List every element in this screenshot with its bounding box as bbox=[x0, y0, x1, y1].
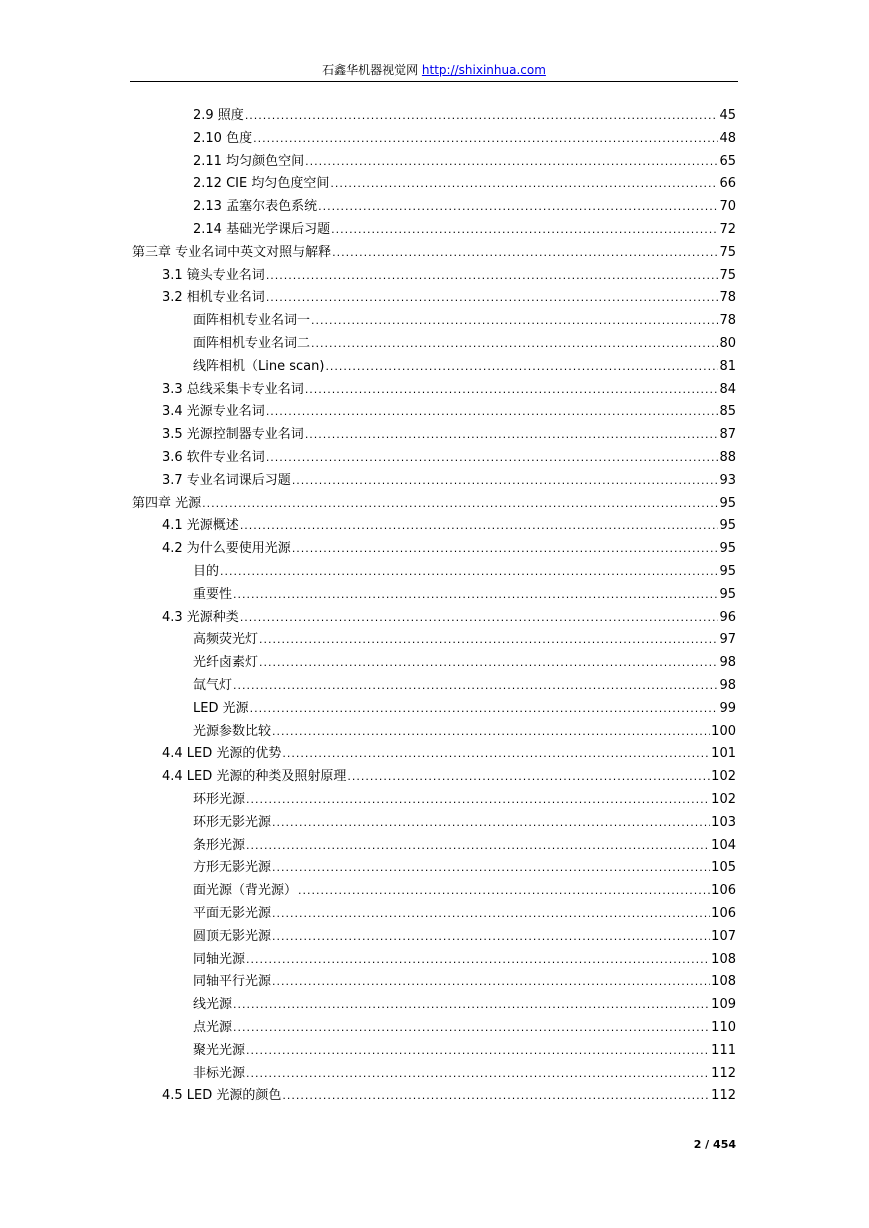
toc-dot-leader bbox=[330, 173, 718, 196]
toc-dot-leader bbox=[282, 1085, 710, 1108]
toc-row bbox=[0, 994, 869, 1017]
toc-row bbox=[0, 1017, 869, 1040]
toc-entry[interactable] bbox=[162, 470, 736, 493]
toc-entry-page: 112 bbox=[711, 1088, 736, 1104]
toc-row bbox=[0, 105, 869, 128]
toc-entry[interactable] bbox=[132, 242, 736, 265]
toc-entry-label: 第四章 光源 bbox=[132, 495, 202, 511]
toc-entry[interactable] bbox=[193, 835, 736, 858]
toc-entry-page: 95 bbox=[719, 564, 736, 579]
toc-entry[interactable] bbox=[193, 949, 736, 972]
toc-entry-label: 4.5 LED 光源的颜色 bbox=[162, 1088, 282, 1104]
toc-entry[interactable] bbox=[162, 401, 736, 424]
toc-row bbox=[0, 721, 869, 744]
toc-dot-leader bbox=[282, 743, 710, 766]
toc-entry[interactable] bbox=[193, 196, 736, 219]
toc-row bbox=[0, 561, 869, 584]
toc-entry-page: 108 bbox=[711, 974, 736, 990]
toc-row bbox=[0, 447, 869, 470]
toc-dot-leader bbox=[272, 721, 710, 744]
toc-entry-page: 88 bbox=[719, 450, 736, 465]
toc-row bbox=[0, 675, 869, 698]
header-divider bbox=[130, 81, 738, 82]
toc-dot-leader bbox=[272, 926, 710, 949]
toc-entry[interactable] bbox=[162, 379, 736, 402]
toc-dot-leader bbox=[292, 470, 719, 493]
toc-entry-page: 72 bbox=[719, 222, 736, 237]
toc-row bbox=[0, 219, 869, 242]
toc-dot-leader bbox=[245, 105, 719, 128]
toc-entry[interactable] bbox=[193, 926, 736, 949]
toc-entry-page: 102 bbox=[711, 769, 736, 785]
toc-entry[interactable] bbox=[193, 675, 736, 698]
toc-entry[interactable] bbox=[193, 652, 736, 675]
toc-entry-label: 线光源 bbox=[193, 997, 233, 1013]
toc-row bbox=[0, 401, 869, 424]
toc-row bbox=[0, 1085, 869, 1108]
toc-entry-label: 光源参数比较 bbox=[193, 723, 272, 739]
toc-dot-leader bbox=[311, 333, 718, 356]
toc-dot-leader bbox=[233, 1017, 710, 1040]
toc-dot-leader bbox=[292, 538, 719, 561]
toc-entry[interactable] bbox=[193, 105, 736, 128]
toc-entry-page: 103 bbox=[711, 814, 736, 830]
toc-dot-leader bbox=[272, 857, 710, 880]
toc-entry-page: 85 bbox=[719, 404, 736, 420]
toc-entry[interactable] bbox=[193, 789, 736, 812]
toc-entry-page: 96 bbox=[719, 609, 736, 625]
toc-row bbox=[0, 333, 869, 356]
toc-dot-leader bbox=[246, 1040, 710, 1063]
toc-entry[interactable] bbox=[193, 857, 736, 880]
toc-entry-page: 95 bbox=[719, 495, 736, 511]
toc-entry-label: 2.9 照度 bbox=[193, 108, 244, 123]
toc-entry[interactable] bbox=[132, 493, 736, 516]
toc-entry[interactable] bbox=[193, 1063, 736, 1086]
toc-dot-leader bbox=[240, 607, 719, 630]
toc-dot-leader bbox=[305, 424, 719, 447]
toc-entry-page: 75 bbox=[719, 267, 736, 283]
toc-dot-leader bbox=[250, 698, 719, 721]
toc-dot-leader bbox=[240, 515, 719, 538]
toc-row bbox=[0, 287, 869, 310]
toc-row bbox=[0, 789, 869, 812]
toc-entry-page: 97 bbox=[719, 632, 736, 648]
toc-entry-label: 平面无影光源 bbox=[193, 906, 272, 921]
toc-row bbox=[0, 926, 869, 949]
toc-entry[interactable] bbox=[162, 743, 736, 766]
toc-entry-page: 99 bbox=[719, 700, 736, 716]
toc-entry[interactable] bbox=[162, 1085, 736, 1108]
toc-dot-leader bbox=[259, 629, 718, 652]
toc-entry[interactable] bbox=[193, 173, 736, 196]
toc-entry[interactable] bbox=[162, 766, 736, 789]
toc-entry-page: 80 bbox=[719, 336, 736, 351]
toc-row bbox=[0, 538, 869, 561]
toc-dot-leader bbox=[259, 652, 718, 675]
toc-dot-leader bbox=[233, 994, 710, 1017]
toc-entry-label: 3.3 总线采集卡专业名词 bbox=[162, 381, 304, 397]
toc-row bbox=[0, 880, 869, 903]
toc-dot-leader bbox=[332, 242, 718, 265]
toc-row bbox=[0, 470, 869, 493]
toc-entry-label: 3.5 光源控制器专业名词 bbox=[162, 427, 304, 443]
toc-dot-leader bbox=[246, 1063, 710, 1086]
toc-row bbox=[0, 652, 869, 675]
toc-entry-page: 106 bbox=[711, 906, 736, 921]
toc-dot-leader bbox=[266, 401, 719, 424]
toc-entry-label: 面阵相机专业名词一 bbox=[193, 313, 311, 329]
toc-entry[interactable] bbox=[162, 424, 736, 447]
toc-entry-label: 3.6 软件专业名词 bbox=[162, 450, 265, 465]
toc-entry-label: 同轴光源 bbox=[193, 951, 246, 967]
toc-entry[interactable] bbox=[193, 1040, 736, 1063]
toc-entry[interactable] bbox=[193, 812, 736, 835]
toc-row bbox=[0, 424, 869, 447]
toc-entry-label: 4.2 为什么要使用光源 bbox=[162, 541, 291, 557]
toc-row bbox=[0, 242, 869, 265]
toc-entry-page: 66 bbox=[719, 176, 736, 192]
toc-entry-label: 氙气灯 bbox=[193, 678, 233, 693]
toc-entry-page: 78 bbox=[719, 313, 736, 329]
toc-entry-label: 4.1 光源概述 bbox=[162, 518, 239, 534]
toc-entry-label: 4.3 光源种类 bbox=[162, 609, 239, 625]
toc-entry-page: 87 bbox=[719, 427, 736, 443]
toc-row bbox=[0, 493, 869, 516]
toc-entry-page: 95 bbox=[719, 586, 736, 602]
toc-entry-label: 4.4 LED 光源的种类及照射原理 bbox=[162, 769, 347, 785]
toc-entry-page: 98 bbox=[719, 655, 736, 671]
toc-row bbox=[0, 835, 869, 858]
toc-dot-leader bbox=[266, 265, 719, 288]
toc-entry-label: 3.4 光源专业名词 bbox=[162, 404, 265, 420]
toc-dot-leader bbox=[246, 949, 710, 972]
toc-entry-label: 面阵相机专业名词二 bbox=[193, 336, 311, 351]
toc-entry-page: 108 bbox=[711, 951, 736, 967]
toc-entry-label: 聚光光源 bbox=[193, 1042, 246, 1058]
toc-entry-label: LED 光源 bbox=[193, 700, 249, 716]
toc-entry[interactable] bbox=[193, 903, 736, 926]
toc-row bbox=[0, 629, 869, 652]
toc-entry-page: 104 bbox=[711, 837, 736, 853]
toc-entry-label: 2.12 CIE 均匀色度空间 bbox=[193, 176, 330, 192]
toc-row bbox=[0, 857, 869, 880]
toc-dot-leader bbox=[246, 835, 710, 858]
toc-dot-leader bbox=[272, 812, 710, 835]
toc-entry-label: 2.11 均匀颜色空间 bbox=[193, 153, 305, 169]
toc-row bbox=[0, 766, 869, 789]
toc-dot-leader bbox=[272, 903, 710, 926]
toc-row bbox=[0, 607, 869, 630]
toc-entry-page: 110 bbox=[711, 1020, 736, 1035]
toc-entry-page: 75 bbox=[719, 244, 736, 260]
toc-entry-label: 线阵相机（Line scan) bbox=[193, 358, 325, 374]
toc-row bbox=[0, 196, 869, 219]
toc-entry-label: 圆顶无影光源 bbox=[193, 928, 272, 944]
header-title: 石鑫华机器视觉网 bbox=[322, 63, 419, 77]
toc-dot-leader bbox=[266, 287, 719, 310]
toc-dot-leader bbox=[202, 493, 718, 516]
toc-entry-page: 95 bbox=[719, 518, 736, 534]
toc-entry-label: 环形无影光源 bbox=[193, 814, 272, 830]
toc-entry[interactable] bbox=[193, 310, 736, 333]
toc-entry-page: 105 bbox=[711, 860, 736, 876]
toc-dot-leader bbox=[311, 310, 718, 333]
toc-entry[interactable] bbox=[193, 698, 736, 721]
toc-row bbox=[0, 1063, 869, 1086]
toc-row bbox=[0, 743, 869, 766]
toc-row bbox=[0, 812, 869, 835]
toc-dot-leader bbox=[220, 561, 718, 584]
toc-entry-page: 102 bbox=[711, 792, 736, 807]
toc-entry-page: 100 bbox=[711, 723, 736, 739]
toc-entry-label: 目的 bbox=[193, 564, 220, 579]
toc-row bbox=[0, 515, 869, 538]
toc-row bbox=[0, 903, 869, 926]
toc-entry-page: 98 bbox=[719, 678, 736, 693]
header-link[interactable]: http://shixinhua.com bbox=[421, 63, 546, 77]
toc-entry-label: 3.2 相机专业名词 bbox=[162, 290, 265, 306]
toc-entry[interactable] bbox=[193, 356, 736, 379]
toc-entry[interactable] bbox=[193, 994, 736, 1017]
toc-dot-leader bbox=[246, 789, 710, 812]
page-number: 2 / 454 bbox=[693, 1138, 736, 1151]
toc-entry-page: 112 bbox=[711, 1065, 736, 1081]
toc-entry[interactable] bbox=[193, 333, 736, 356]
toc-dot-leader bbox=[325, 356, 718, 379]
toc-entry[interactable] bbox=[162, 287, 736, 310]
toc-entry-label: 同轴平行光源 bbox=[193, 974, 272, 990]
toc-entry-page: 93 bbox=[719, 472, 736, 488]
toc-entry-page: 48 bbox=[719, 130, 736, 146]
toc-entry[interactable] bbox=[193, 721, 736, 744]
toc-entry-page: 106 bbox=[711, 883, 736, 899]
toc-entry-page: 95 bbox=[719, 541, 736, 557]
toc-entry[interactable] bbox=[193, 971, 736, 994]
toc-dot-leader bbox=[233, 584, 718, 607]
toc-entry-label: 3.7 专业名词课后习题 bbox=[162, 472, 291, 488]
toc-entry-page: 107 bbox=[711, 928, 736, 944]
toc-dot-leader bbox=[266, 447, 719, 470]
toc-entry[interactable] bbox=[162, 447, 736, 470]
toc-entry-label: 2.10 色度 bbox=[193, 130, 253, 146]
toc-entry-label: 点光源 bbox=[193, 1020, 233, 1035]
toc-row bbox=[0, 128, 869, 151]
toc-row bbox=[0, 310, 869, 333]
toc-row bbox=[0, 173, 869, 196]
toc-entry[interactable] bbox=[193, 128, 736, 151]
toc-entry-page: 45 bbox=[719, 108, 736, 123]
toc-dot-leader bbox=[331, 219, 718, 242]
toc-entry-label: 2.13 孟塞尔表色系统 bbox=[193, 199, 318, 215]
toc-dot-leader bbox=[233, 675, 718, 698]
toc-dot-leader bbox=[318, 196, 718, 219]
toc-entry-page: 65 bbox=[719, 153, 736, 169]
toc-entry-label: 环形光源 bbox=[193, 792, 246, 807]
toc-entry-page: 109 bbox=[711, 997, 736, 1013]
toc-dot-leader bbox=[253, 128, 718, 151]
toc-row bbox=[0, 379, 869, 402]
toc-entry[interactable] bbox=[193, 151, 736, 174]
toc-row bbox=[0, 1040, 869, 1063]
toc-entry-label: 高频荧光灯 bbox=[193, 632, 259, 648]
toc-entry-page: 111 bbox=[711, 1042, 736, 1058]
toc-entry[interactable] bbox=[193, 561, 736, 584]
page-header bbox=[130, 62, 738, 78]
toc-row bbox=[0, 151, 869, 174]
toc-entry-label: 非标光源 bbox=[193, 1065, 246, 1081]
toc-entry-label: 面光源（背光源） bbox=[193, 883, 298, 899]
toc-entry-page: 78 bbox=[719, 290, 736, 306]
toc-entry-label: 条形光源 bbox=[193, 837, 246, 853]
toc-entry[interactable] bbox=[193, 219, 736, 242]
toc-entry-page: 101 bbox=[711, 746, 736, 762]
toc-row bbox=[0, 356, 869, 379]
toc-entry[interactable] bbox=[162, 515, 736, 538]
toc-dot-leader bbox=[305, 379, 719, 402]
toc-entry-label: 方形无影光源 bbox=[193, 860, 272, 876]
toc-row bbox=[0, 698, 869, 721]
toc-row bbox=[0, 584, 869, 607]
toc-entry[interactable] bbox=[193, 1017, 736, 1040]
toc-entry-page: 84 bbox=[719, 381, 736, 397]
toc-row bbox=[0, 949, 869, 972]
toc-entry-label: 重要性 bbox=[193, 586, 233, 602]
toc-row bbox=[0, 265, 869, 288]
toc-entry-label: 光纤卤素灯 bbox=[193, 655, 259, 671]
toc-entry-label: 第三章 专业名词中英文对照与解释 bbox=[132, 244, 332, 260]
toc-entry-page: 70 bbox=[719, 199, 736, 215]
toc-entry-label: 2.14 基础光学课后习题 bbox=[193, 222, 331, 237]
toc-dot-leader bbox=[272, 971, 710, 994]
toc-dot-leader bbox=[298, 880, 710, 903]
toc-entry[interactable] bbox=[193, 584, 736, 607]
toc-entry[interactable] bbox=[162, 538, 736, 561]
toc-entry[interactable] bbox=[193, 629, 736, 652]
toc-entry[interactable] bbox=[193, 880, 736, 903]
toc-entry-label: 3.1 镜头专业名词 bbox=[162, 267, 265, 283]
toc-dot-leader bbox=[347, 766, 710, 789]
toc-entry[interactable] bbox=[162, 607, 736, 630]
toc-entry-label: 4.4 LED 光源的优势 bbox=[162, 746, 282, 762]
toc-dot-leader bbox=[305, 151, 718, 174]
toc-entry-page: 81 bbox=[719, 358, 736, 374]
toc-row bbox=[0, 971, 869, 994]
toc-entry[interactable] bbox=[162, 265, 736, 288]
